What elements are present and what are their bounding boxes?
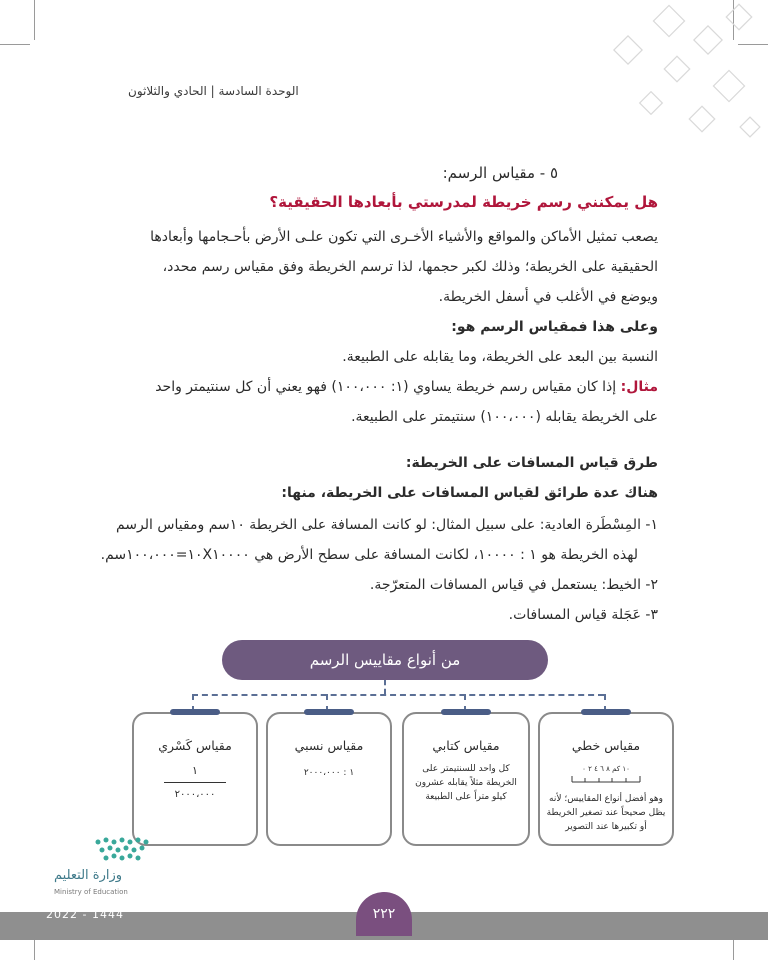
connector <box>384 680 386 694</box>
card-title: مقياس كتابي <box>432 738 500 753</box>
card-tab <box>581 709 631 715</box>
paragraph-line: ويوضع في الأغلب في أسفل الخريطة. <box>438 289 658 305</box>
example-line-2: على الخريطة يقابله (١٠٠،٠٠٠) سنتيمتر على الطبيعة. <box>351 409 658 425</box>
definition-intro: وعلى هذا فمقياس الرسم هو: <box>451 319 658 335</box>
method-item: ٢- الخيط: يستعمل في قياس المسافات المتعرّجة. <box>369 577 658 593</box>
example-text: إذا كان مقياس رسم خريطة يساوي (١: ١٠٠،٠٠٠) فهو يعني أن كل سنتيمتر واحد <box>155 379 621 395</box>
card-tab <box>441 709 491 715</box>
definition-text: النسبة بين البعد على الخريطة، وما يقابله على الطبيعة. <box>342 349 658 365</box>
scale-type-card <box>266 712 392 846</box>
logo-subtitle: Ministry of Education <box>54 888 128 896</box>
crop-mark <box>0 44 30 45</box>
crop-mark <box>34 0 35 40</box>
paragraph-line: الحقيقية على الخريطة؛ وذلك لكبر حجمها، لذا ترسم الخريطة وفق مقياس رسم محدد، <box>162 259 658 275</box>
fraction-denominator: ٢٠٠٠،٠٠٠ <box>174 789 216 800</box>
example-line <box>155 372 658 402</box>
logo-name: وزارة التعليم <box>54 868 123 883</box>
methods-intro: هناك عدة طرائق لقياس المسافات على الخريطة، منها: <box>281 485 658 501</box>
method-item: ١- المِسْطَرة العادية: على سبيل المثال: لو كانت المسافة على الخريطة ١٠سم ومقياس الرسم <box>115 517 658 533</box>
section-question: هل يمكنني رسم خريطة لمدرستي بأبعادها الحقيقية؟ <box>269 193 658 211</box>
section-title: ٥ - مقياس الرسم: <box>442 164 558 182</box>
methods-title: طرق قياس المسافات على الخريطة: <box>405 455 658 471</box>
card-title: مقياس خطي <box>571 738 641 753</box>
card-tab <box>170 709 220 715</box>
linear-scale-bar-icon <box>570 774 642 784</box>
scale-ticks: ١٠ كم ٨ ٦ ٤ ٢ ٠ <box>582 765 630 773</box>
fraction-numerator: ١ <box>192 764 198 777</box>
ratio-value: ١ : ٢٠٠٠،٠٠٠ <box>303 768 355 778</box>
example-label: مثال: <box>620 379 658 395</box>
breadcrumb: الوحدة السادسة | الحادي والثلاثون <box>128 84 299 98</box>
card-tab <box>304 709 354 715</box>
decorative-pattern <box>468 0 768 150</box>
method-item: لهذه الخريطة هو ١ : ١٠٠٠٠، لكانت المسافة على سطح الأرض هي ١٠X١٠٠٠٠=١٠٠،٠٠٠سم. <box>100 547 638 563</box>
scale-type-card <box>538 712 674 846</box>
card-description: كل واحد للسنتيمتر على الخريطة مثلاً يقابله عشرون كيلو متراً على الطبيعة <box>415 764 517 802</box>
scale-type-card <box>132 712 258 846</box>
fraction-bar <box>164 782 226 783</box>
intro-paragraph <box>98 222 658 312</box>
scale-type-card <box>402 712 530 846</box>
method-item: ٣- عَجَلة قياس المسافات. <box>508 607 658 623</box>
paragraph-line: يصعب تمثيل الأماكن والمواقع والأشياء الأخـرى التي تكون علـى الأرض بأحـجامها وأبعادها <box>150 229 658 245</box>
year-label: 2022 - 1444 <box>46 908 124 921</box>
card-title: مقياس نسبي <box>294 738 364 753</box>
card-title: مقياس كَسْري <box>158 738 232 753</box>
connector <box>192 694 604 696</box>
page-number: ٢٢٢ <box>356 892 412 936</box>
card-description: وهو أفضل أنواع المقاييس؛ لأنه يظل صحيحاً عند تصغير الخريطة أو تكبيرها عند التصوير <box>546 794 666 832</box>
diagram-root: من أنواع مقاييس الرسم <box>222 640 548 680</box>
